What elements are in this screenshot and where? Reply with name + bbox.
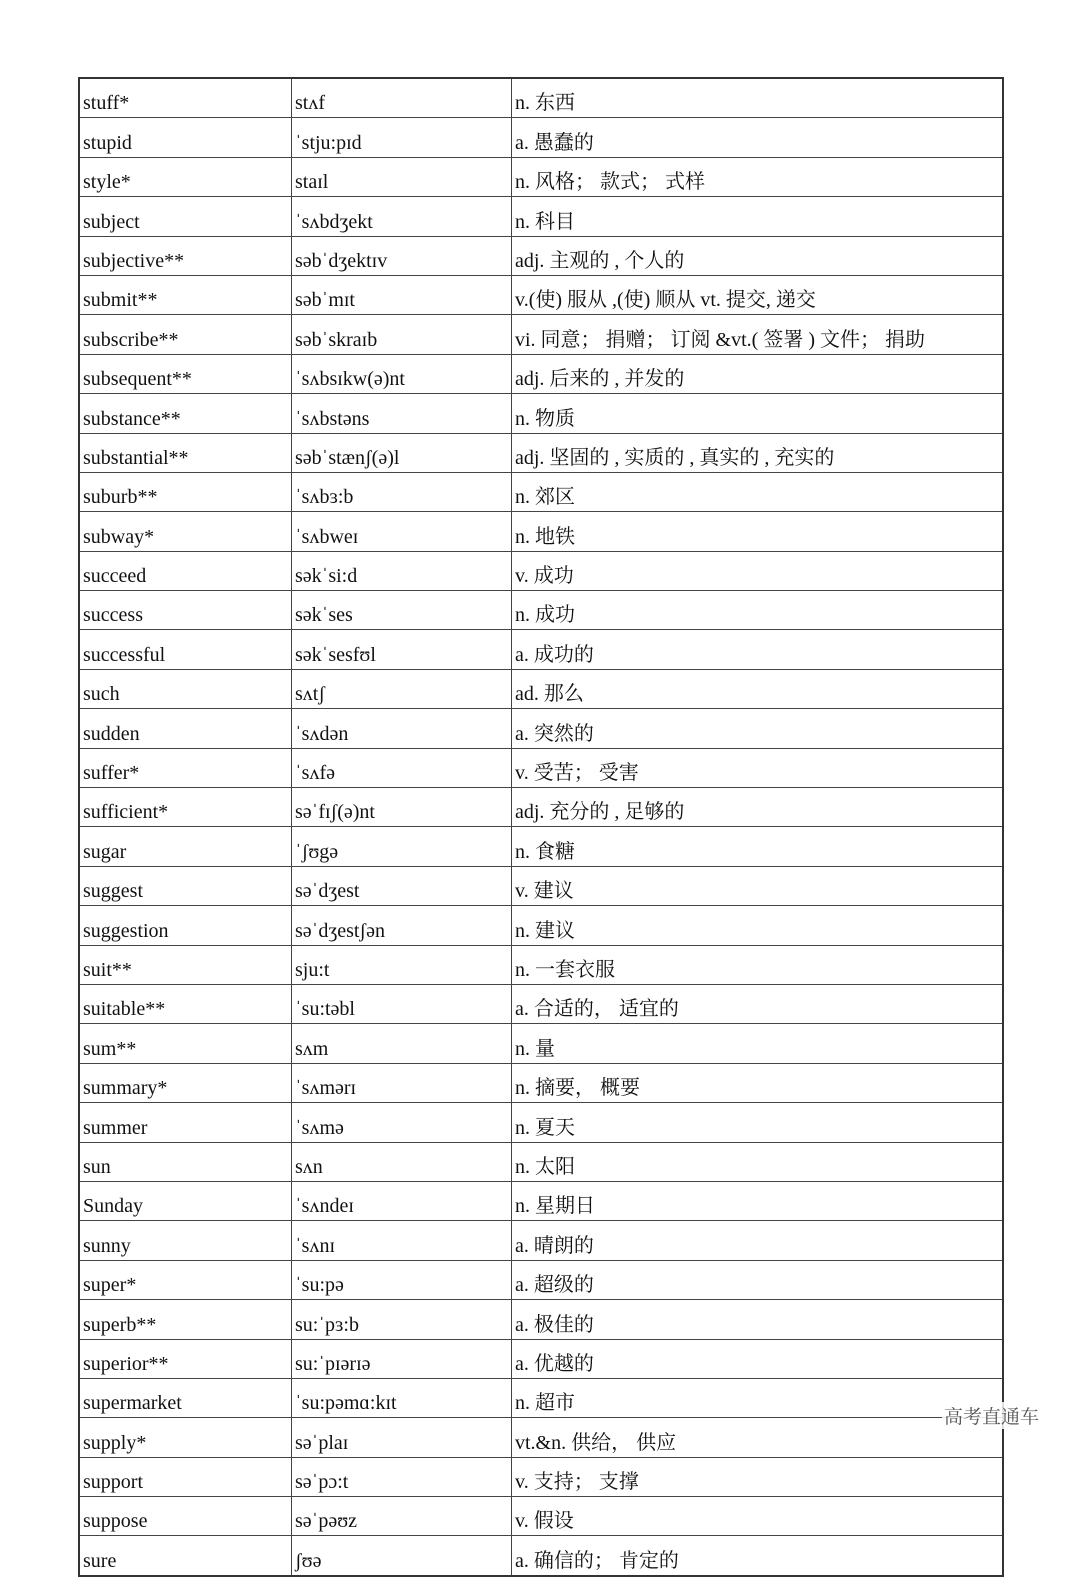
meaning-cell: n. 夏天 [512,1103,1004,1142]
meaning-cell: v. 支持； 支撑 [512,1457,1004,1496]
phonetic-cell: səbˈskraɪb [292,315,512,354]
table-row [79,906,1003,945]
word-cell: subsequent** [79,354,292,393]
phonetic-cell: sʌm [292,1024,512,1063]
meaning-cell: n. 成功 [512,591,1004,630]
table-row [79,1300,1003,1339]
word-cell: sunny [79,1221,292,1260]
table-row [79,945,1003,984]
phonetic-cell: səˈpɔ:t [292,1457,512,1496]
table-row [79,827,1003,866]
word-cell: successful [79,630,292,669]
phonetic-cell: ˈsʌndeɪ [292,1181,512,1220]
word-cell: subway* [79,512,292,551]
table-row [79,315,1003,354]
table-row [79,394,1003,433]
word-cell: super* [79,1260,292,1299]
phonetic-cell: ʃʊə [292,1536,512,1576]
meaning-cell: adj. 充分的 , 足够的 [512,788,1004,827]
phonetic-cell: ˈsʌbdʒekt [292,197,512,236]
phonetic-cell: ˈsʌbstəns [292,394,512,433]
meaning-cell: n. 物质 [512,394,1004,433]
table-row [79,1181,1003,1220]
phonetic-cell: stʌf [292,78,512,118]
word-cell: suit** [79,945,292,984]
phonetic-cell: səbˈmɪt [292,275,512,314]
word-cell: submit** [79,275,292,314]
meaning-cell: n. 星期日 [512,1181,1004,1220]
phonetic-cell: səˈfɪʃ(ə)nt [292,788,512,827]
word-cell: suggest [79,866,292,905]
table-row [79,866,1003,905]
meaning-cell: n. 地铁 [512,512,1004,551]
phonetic-cell: səˈpəʊz [292,1497,512,1536]
phonetic-cell: səbˈdʒektɪv [292,236,512,275]
table-row [79,472,1003,511]
table-row [79,1260,1003,1299]
phonetic-cell: ˈsʌmərɪ [292,1063,512,1102]
meaning-cell: a. 超级的 [512,1260,1004,1299]
phonetic-cell: ˈsʌbɜ:b [292,472,512,511]
table-row [79,1536,1003,1576]
table-row [79,433,1003,472]
phonetic-cell: səˈplaɪ [292,1418,512,1457]
phonetic-cell: ˈsʌbsɪkw(ə)nt [292,354,512,393]
phonetic-cell: staɪl [292,157,512,196]
phonetic-cell: səkˈsi:d [292,551,512,590]
table-row [79,197,1003,236]
word-cell: subscribe** [79,315,292,354]
table-row [79,551,1003,590]
table-row [79,1063,1003,1102]
word-cell: stupid [79,118,292,157]
watermark: 高考直通车 [942,1402,1041,1429]
word-cell: support [79,1457,292,1496]
word-cell: sun [79,1142,292,1181]
phonetic-cell: ˈsʌnɪ [292,1221,512,1260]
meaning-cell: a. 突然的 [512,709,1004,748]
table-row [79,78,1003,118]
phonetic-cell: ˈsu:pə [292,1260,512,1299]
meaning-cell: v.(使) 服从 ,(使) 顺从 vt. 提交, 递交 [512,275,1004,314]
phonetic-cell: ˈʃʊgə [292,827,512,866]
table-row [79,118,1003,157]
phonetic-cell: ˈstju:pɪd [292,118,512,157]
meaning-cell: a. 极佳的 [512,1300,1004,1339]
meaning-cell: vi. 同意； 捐赠； 订阅 &vt.( 签署 ) 文件； 捐助 [512,315,1004,354]
word-cell: style* [79,157,292,196]
word-cell: superb** [79,1300,292,1339]
word-cell: substantial** [79,433,292,472]
phonetic-cell: ˈsʌbweɪ [292,512,512,551]
table-row [79,1457,1003,1496]
meaning-cell: n. 一套衣服 [512,945,1004,984]
meaning-cell: n. 郊区 [512,472,1004,511]
table-row [79,1418,1003,1457]
phonetic-cell: su:ˈpɪərɪə [292,1339,512,1378]
phonetic-cell: səkˈses [292,591,512,630]
meaning-cell: a. 合适的， 适宜的 [512,984,1004,1023]
word-cell: suppose [79,1497,292,1536]
word-cell: sufficient* [79,788,292,827]
phonetic-cell: su:ˈpɜ:b [292,1300,512,1339]
phonetic-cell: ˈsu:pəmɑ:kɪt [292,1378,512,1417]
table-row [79,1339,1003,1378]
meaning-cell: v. 假设 [512,1497,1004,1536]
table-row [79,1103,1003,1142]
phonetic-cell: sju:t [292,945,512,984]
meaning-cell: vt.&n. 供给， 供应 [512,1418,1004,1457]
word-cell: supermarket [79,1378,292,1417]
word-cell: suggestion [79,906,292,945]
word-cell: sudden [79,709,292,748]
meaning-cell: adj. 后来的 , 并发的 [512,354,1004,393]
phonetic-cell: ˈsu:təbl [292,984,512,1023]
phonetic-cell: səbˈstænʃ(ə)l [292,433,512,472]
phonetic-cell: səˈdʒest [292,866,512,905]
meaning-cell: n. 东西 [512,78,1004,118]
meaning-cell: adj. 主观的 , 个人的 [512,236,1004,275]
table-row [79,1142,1003,1181]
phonetic-cell: sʌn [292,1142,512,1181]
table-row [79,984,1003,1023]
meaning-cell: a. 晴朗的 [512,1221,1004,1260]
phonetic-cell: sʌtʃ [292,669,512,708]
meaning-cell: adj. 坚固的 , 实质的 , 真实的 , 充实的 [512,433,1004,472]
table-row [79,1378,1003,1417]
table-row [79,275,1003,314]
word-cell: succeed [79,551,292,590]
word-cell: suffer* [79,748,292,787]
meaning-cell: n. 超市 [512,1378,1004,1417]
word-cell: stuff* [79,78,292,118]
table-row [79,1497,1003,1536]
phonetic-cell: ˈsʌmə [292,1103,512,1142]
meaning-cell: v. 建议 [512,866,1004,905]
meaning-cell: n. 风格； 款式； 式样 [512,157,1004,196]
meaning-cell: a. 愚蠢的 [512,118,1004,157]
table-row [79,236,1003,275]
word-cell: summer [79,1103,292,1142]
meaning-cell: n. 摘要， 概要 [512,1063,1004,1102]
table-row [79,512,1003,551]
meaning-cell: v. 受苦； 受害 [512,748,1004,787]
meaning-cell: a. 确信的； 肯定的 [512,1536,1004,1576]
phonetic-cell: səkˈsesfʊl [292,630,512,669]
phonetic-cell: ˈsʌdən [292,709,512,748]
meaning-cell: n. 量 [512,1024,1004,1063]
word-cell: suburb** [79,472,292,511]
meaning-cell: a. 成功的 [512,630,1004,669]
word-cell: sure [79,1536,292,1576]
table-row [79,1024,1003,1063]
word-cell: superior** [79,1339,292,1378]
table-row [79,630,1003,669]
phonetic-cell: səˈdʒestʃən [292,906,512,945]
word-cell: substance** [79,394,292,433]
word-cell: Sunday [79,1181,292,1220]
table-row [79,591,1003,630]
word-cell: success [79,591,292,630]
vocabulary-table [78,77,1004,1577]
table-row [79,788,1003,827]
meaning-cell: n. 建议 [512,906,1004,945]
word-cell: subject [79,197,292,236]
word-cell: summary* [79,1063,292,1102]
meaning-cell: v. 成功 [512,551,1004,590]
meaning-cell: n. 太阳 [512,1142,1004,1181]
word-cell: subjective** [79,236,292,275]
table-row [79,354,1003,393]
table-row [79,157,1003,196]
meaning-cell: n. 食糖 [512,827,1004,866]
meaning-cell: a. 优越的 [512,1339,1004,1378]
meaning-cell: n. 科目 [512,197,1004,236]
word-cell: suitable** [79,984,292,1023]
word-cell: such [79,669,292,708]
word-cell: sugar [79,827,292,866]
word-cell: supply* [79,1418,292,1457]
table-row [79,709,1003,748]
phonetic-cell: ˈsʌfə [292,748,512,787]
table-row [79,1221,1003,1260]
word-cell: sum** [79,1024,292,1063]
meaning-cell: ad. 那么 [512,669,1004,708]
table-row [79,748,1003,787]
table-row [79,669,1003,708]
